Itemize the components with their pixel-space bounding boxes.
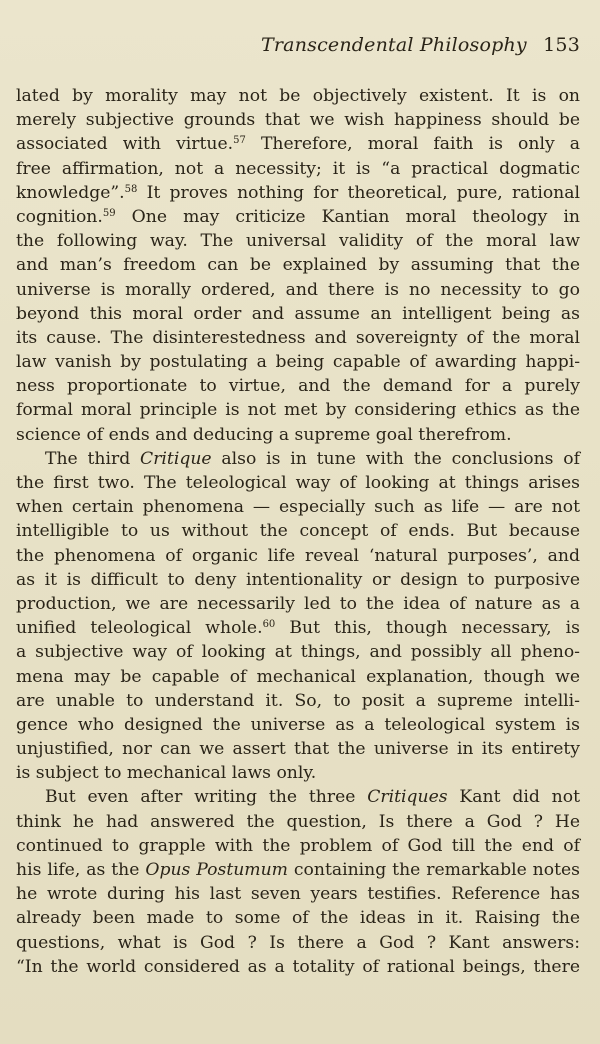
text-line: science of ends and deducing a supreme goal therefrom.	[16, 424, 512, 445]
text-line: his life, as the Opus Postumum containing the remarkable notes	[16, 860, 581, 880]
text-line: intelligible to us without the concept of ends. But because	[16, 521, 580, 542]
text-line: as it is difficult to deny intentionality or design to purposive	[16, 569, 580, 590]
text-line: associated with virtue.$^{57}$ Therefore, moral faith is only a	[16, 134, 581, 155]
running-header	[261, 34, 580, 56]
paragraph	[16, 785, 580, 979]
text-line: think he had answered the question, Is there a God ? He	[16, 811, 580, 832]
paragraph	[16, 447, 580, 786]
text-line: But even after writing the three Critiques Kant did not	[45, 787, 580, 808]
text-line: and man’s freedom can be explained by assuming that the	[16, 255, 580, 276]
text-line: unjustified, nor can we assert that the universe in its entirety	[16, 739, 580, 760]
text-line: he wrote during his last seven years testifies. Reference has	[16, 884, 580, 905]
text-line: continued to grapple with the problem of God till the end of	[16, 835, 580, 856]
text-line: lated by morality may not be objectively existent. It is on	[16, 86, 580, 106]
text-line: the first two. The teleological way of looking at things arises	[16, 473, 580, 493]
text-line: free affirmation, not a necessity; it is “a practical dogmatic	[16, 158, 580, 179]
text-line: the phenomena of organic life reveal ‘natural purposes’, and	[16, 545, 580, 566]
text-line: gence who designed the universe as a teleological system is	[16, 714, 580, 735]
text-line: unified teleological whole.$^{60}$ But this, though necessary, is	[16, 618, 580, 639]
text-line: when certain phenomena — especially such as life — are not	[16, 497, 580, 518]
text-line: merely subjective grounds that we wish happiness should be	[16, 110, 580, 131]
chapter-title: Transcendental Philosophy	[261, 34, 527, 56]
text-line: already been made to some of the ideas in it. Raising the	[16, 908, 580, 929]
text-line: its cause. The disinterestedness and sovereignty of the moral	[16, 327, 580, 348]
text-line: ness proportionate to virtue, and the demand for a purely	[16, 376, 580, 397]
text-line: a subjective way of looking at things, and possibly all pheno-	[16, 642, 580, 663]
text-line: knowledge”.$^{58}$ It proves nothing for theoretical, pure, rational	[16, 182, 580, 203]
paragraph	[16, 84, 580, 447]
text-line: “In the world considered as a totality of rational beings, there	[16, 956, 580, 977]
page-number: 153	[543, 34, 580, 56]
text-line: questions, what is God ? Is there a God ? Kant answers:	[16, 932, 580, 953]
text-line: mena may be capable of mechanical explanation, though we	[16, 666, 580, 687]
text-line: law vanish by postulating a being capable of awarding happi-	[16, 352, 580, 373]
text-line: are unable to understand it. So, to posit a supreme intelli-	[16, 690, 580, 711]
text-line: formal moral principle is not met by considering ethics as the	[16, 400, 580, 421]
text-line: universe is morally ordered, and there is no necessity to go	[16, 279, 580, 300]
body-text	[16, 84, 580, 979]
text-line: is subject to mechanical laws only.	[16, 763, 317, 784]
text-line: production, we are necessarily led to the idea of nature as a	[16, 593, 580, 614]
text-line: beyond this moral order and assume an intelligent being as	[16, 303, 580, 324]
text-line: The third Critique also is in tune with the conclusions of	[45, 448, 580, 469]
text-line: cognition.$^{59}$ One may criticize Kantian moral theology in	[16, 206, 580, 227]
text-line: the following way. The universal validity of the moral law	[16, 231, 580, 252]
